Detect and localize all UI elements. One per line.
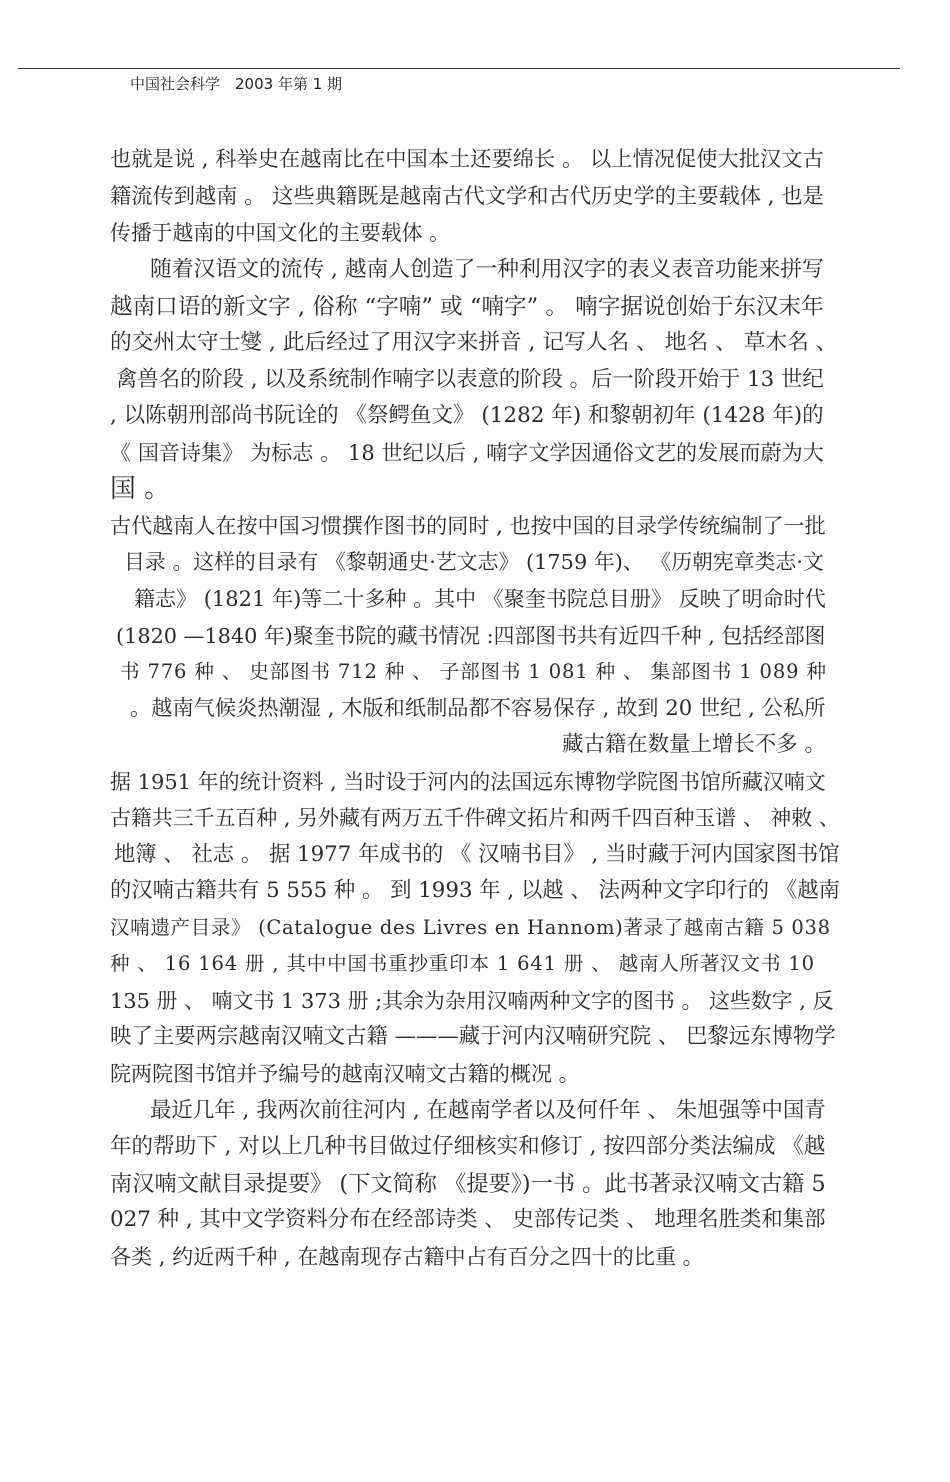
text-line: 越南口语的新文字 , 俗称 “字喃” 或 “喃字” 。 喃字据说创始于东汉末年 <box>110 294 824 320</box>
text-line: 映了主要两宗越南汉喃文古籍 ———藏于河内汉喃研究院 、 巴黎远东博物学 <box>110 1024 836 1049</box>
text-line: 。越南气候炎热潮湿 , 木版和纸制品都不容易保存 , 故到 20 世纪 , 公私所 <box>130 696 826 721</box>
text-line: 也就是说 , 科举史在越南比在中国本土还要绵长 。 以上情况促使大批汉文古 <box>110 147 824 172</box>
text-line: 《 国音诗集》 为标志 。 18 世纪以后 , 喃字文学因通俗文艺的发展而蔚为大 <box>110 440 824 465</box>
text-line: 种 、 16 164 册 , 其中中国书重抄重印本 1 641 册 、 越南人所著汉文书 10 <box>110 952 815 975</box>
text-line: 书 776 种 、 史部图书 712 种 、 子部图书 1 081 种 、 集部图书 1 089 种 <box>120 660 827 683</box>
text-line: 027 种 , 其中文学资料分布在经部诗类 、 史部传记类 、 地理名胜类和集部 <box>110 1207 826 1232</box>
text-line: 籍流传到越南 。 这些典籍既是越南古代文学和古代历史学的主要载体 , 也是 <box>110 184 824 209</box>
text-line: 古籍共三千五百种 , 另外藏有两万五千件碑文拓片和两千四百种玉谱 、 神敕 、 <box>110 806 840 830</box>
text-line: 传播于越南的中国文化的主要载体 。 <box>110 221 450 245</box>
text-line: 目录 。这样的目录有 《黎朝通史·艺文志》 (1759 年)、 《历朝宪章类志·文 <box>124 550 824 574</box>
header-rule <box>18 68 900 69</box>
text-line: 古代越南人在按中国习惯撰作图书的同时 , 也按中国的目录学传统编制了一批 <box>110 513 826 538</box>
text-line: , 以陈朝刑部尚书阮诠的 《祭鳄鱼文》 (1282 年) 和黎朝初年 (1428 年)的 <box>110 403 824 428</box>
text-line: 最近几年 , 我两次前往河内 , 在越南学者以及何仟年 、 朱旭强等中国青 <box>150 1098 826 1123</box>
text-line: 地簿 、 社志 。 据 1977 年成书的 《 汉喃书目》 , 当时藏于河内国家图书馆 <box>114 842 840 867</box>
text-line: 南汉喃文献目录提要》 (下文简称 《提要》)一书 。此书著录汉喃文古籍 5 <box>110 1171 826 1197</box>
text-line: 随着汉语文的流传 , 越南人创造了一种利用汉字的表义表音功能来拼写 <box>150 257 824 282</box>
text-line: 135 册 、 喃文书 1 373 册 ;其余为杂用汉喃两种文字的图书 。 这些数字 , 反 <box>110 989 834 1013</box>
text-line: 的交州太守士燮 , 此后经过了用汉字来拼音 , 记写人名 、 地名 、 草木名 、 <box>110 330 838 355</box>
text-line: 禽兽名的阶段 , 以及系统制作喃字以表意的阶段 。后一阶段开始于 13 世纪 <box>116 367 824 392</box>
text-line: 年的帮助下 , 对以上几种书目做过仔细核实和修订 , 按四部分类法编成 《越 <box>110 1134 826 1159</box>
text-line: 国 。 <box>110 474 170 504</box>
text-line: 的汉喃古籍共有 5 555 种 。 到 1993 年 , 以越 、 法两种文字印行的 《越南 <box>110 878 840 903</box>
text-line: 藏古籍在数量上增长不多 。 <box>562 732 826 757</box>
text-line: 据 1951 年的统计资料 , 当时设于河内的法国远东博物学院图书馆所藏汉喃文 <box>110 770 826 794</box>
text-line: 各类 , 约近两千种 , 在越南现存古籍中占有百分之四十的比重 。 <box>110 1244 704 1269</box>
text-line: 籍志》 (1821 年)等二十多种 。其中 《聚奎书院总目册》 反映了明命时代 <box>134 586 826 611</box>
running-head: 中国社会科学 2003 年第 1 期 <box>130 75 343 93</box>
text-line: 汉喃遗产目录》 (Catalogue des Livres en Hannom)著录了越南古籍 5 038 <box>110 916 831 939</box>
text-line: (1820 —1840 年)聚奎书院的藏书情况 :四部图书共有近四千种 , 包括经部图 <box>116 624 826 648</box>
text-line: 院两院图书馆并予编号的越南汉喃文古籍的概况 。 <box>110 1061 580 1086</box>
